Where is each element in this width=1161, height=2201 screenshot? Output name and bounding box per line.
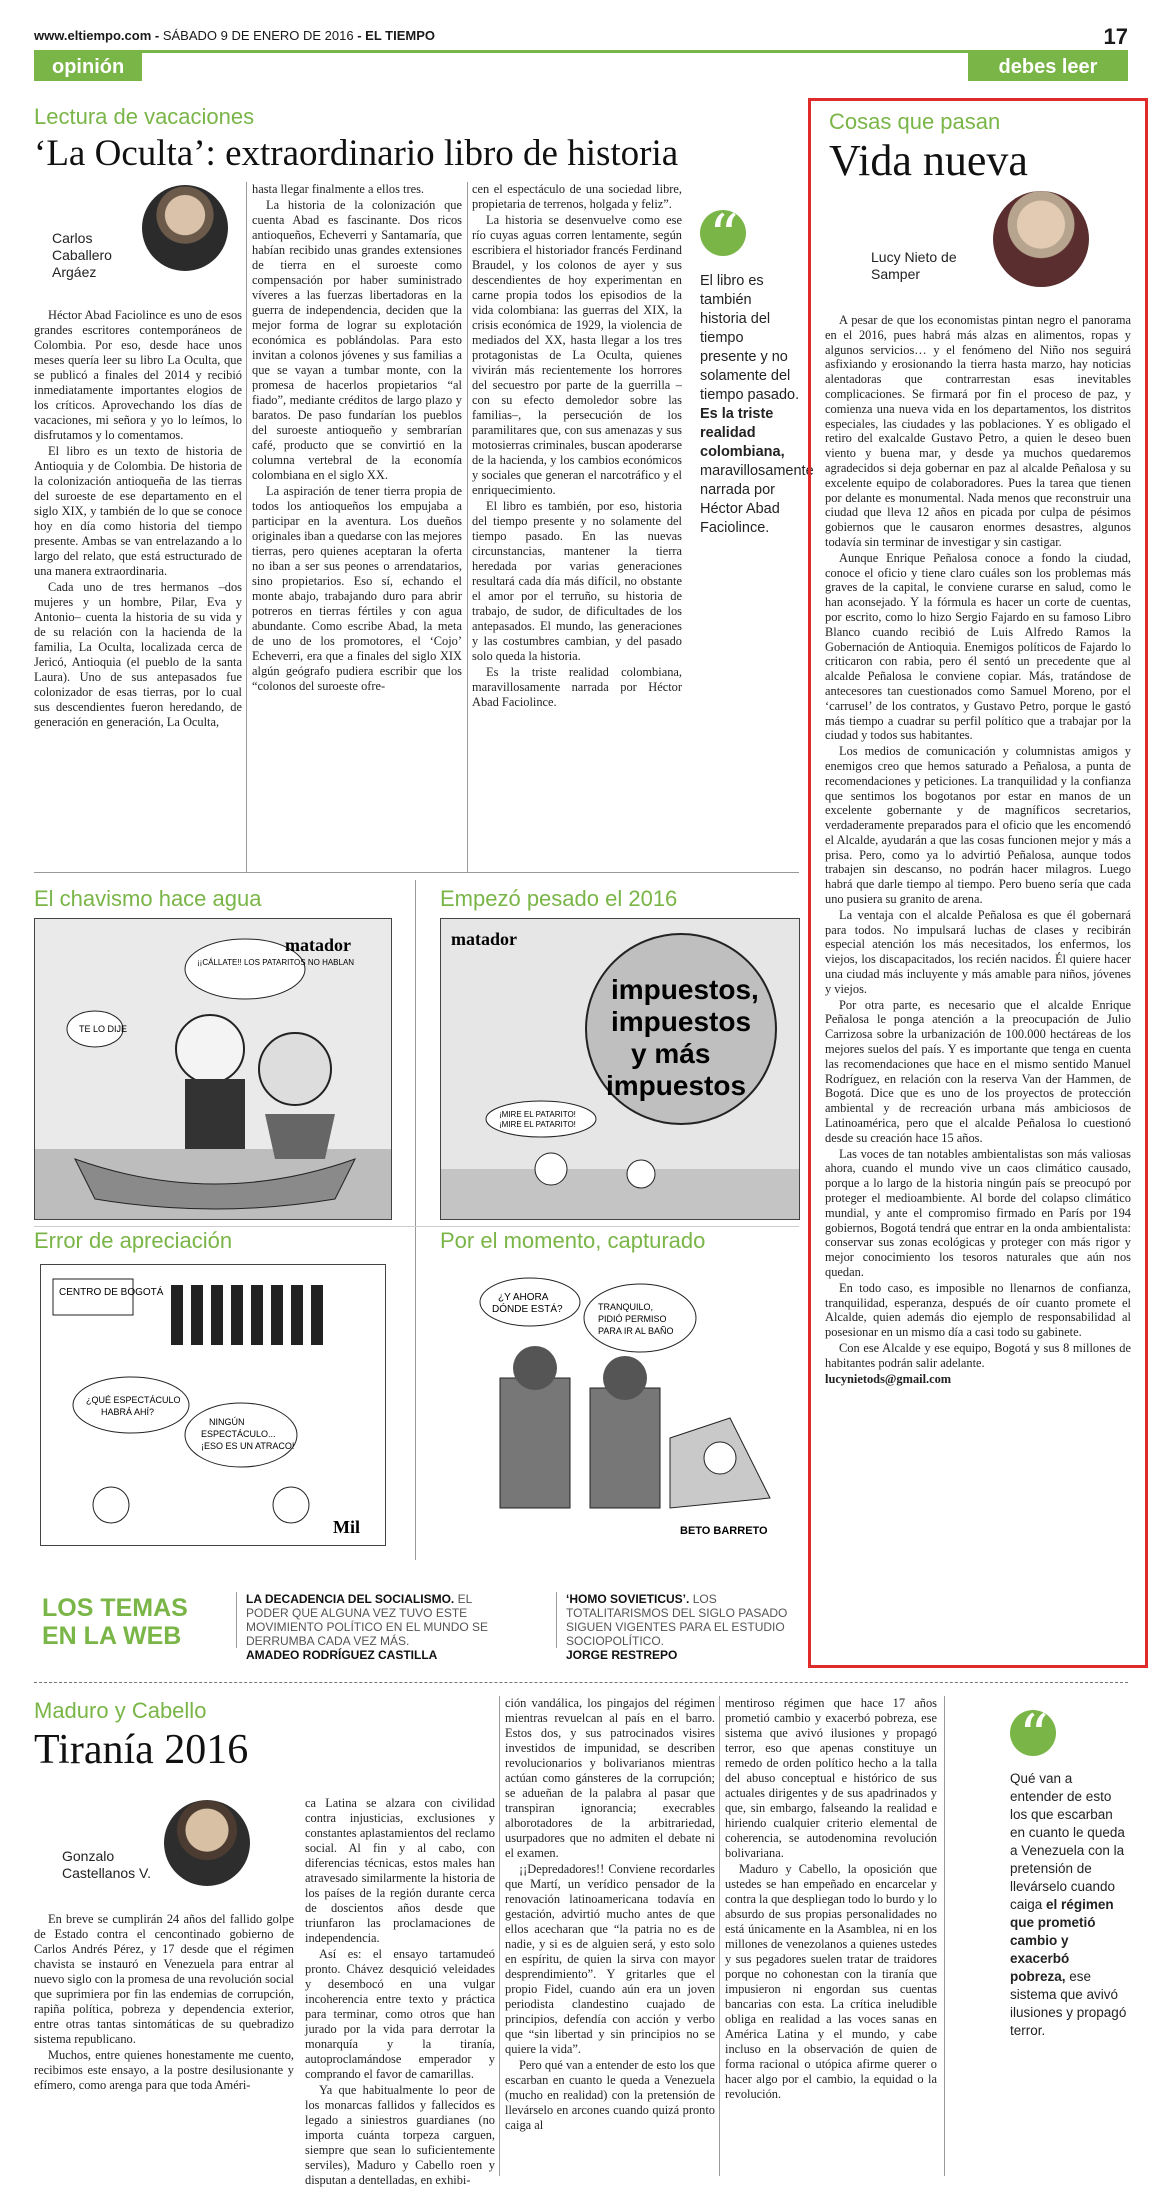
cartoon-capturado <box>470 1268 788 1544</box>
paragraph: Ya que habitualmente lo peor de los monarcas fallidos y fallecidos es legado a siniestros guardianes (no importa cuánta torpeza carguen, siempre que sean lo suficientemente serviles), Maduro y Cabello roen y disputan a dentelladas, en exhibi- <box>305 2083 495 2187</box>
paragraph: La ventaja con el alcalde Peñalosa es que él gobernará para todos. No impulsará luchas de clases y recibirán especial atención los más necesitados, los enfermos, los viejos, los discapacitados, los recién nacidos. Él quiere hacer una ciudad más incluyente y más amable para niños, jóvenes y viejos. <box>825 907 1131 996</box>
paragraph: La historia se desenvuelve como ese río cuyas aguas corren lentamente, según escribiera el historiador francés Ferdinand Braudel, y los colonos de ayer y sus descendientes de hoy experimentan en carne propia todos los episodios de la vida colombiana: las guerras del XIX, la crisis económica de 1929, la violencia de mediados del XX, hasta llegar a los tres protagonistas de La Oculta, quienes vivirán más recientemente los horrores del secuestro por parte de la guerrilla –con su efecto demoledor sobre las familias–, la persecución de los paramilitares que, con sus amenazas y sus motosierras criminales, buscan apoderarse de la hacienda, y los cambios económicos y sociales que generan el narcotráfico y el enriquecimiento. <box>472 213 682 497</box>
author-photo <box>142 185 228 271</box>
cartoon-signature: matador <box>285 935 351 955</box>
svg-text:¡MIRE EL PATARITO!: ¡MIRE EL PATARITO! <box>499 1110 576 1119</box>
paragraph: Muchos, entre quienes honestamente me cuento, recibimos este ensayo, a la postre desilusionante y efímero, como arenga para que toda Améri- <box>34 2048 294 2092</box>
svg-text:PIDIÓ PERMISO: PIDIÓ PERMISO <box>598 1314 667 1324</box>
paragraph: ¡¡Depredadores!! Conviene recordarles que Martí, un verídico pensador de la renovación latinoamericana todavía en gestación, advirtió mucho antes de que ellos acecharan que “la patria no es de nadie, y si es de alguien será, y esto solo en espíritu, de quien la sirva con mayor desprendimiento”. Y gritarles que el propio Fidel, cuando aún era un joven periodista clandestino cuajado de principios, defendía con acción y verbo que “sin libertad y sin principios no se quiere la vida”. <box>505 1862 715 2056</box>
paragraph: En todo caso, es imposible no llenarnos de confianza, tranquilidad, esperanza, después de oír cuanto promete el Alcalde, quien además dio ejemplo de responsabilidad al posesionar en un mismo día a casi todo su gabinete. <box>825 1280 1131 1340</box>
heading-line: EN LA WEB <box>42 1622 182 1650</box>
cartoon-title: Por el momento, capturado <box>440 1228 706 1253</box>
cartoon-error <box>40 1264 386 1546</box>
vida-author: Lucy Nieto de Samper <box>871 249 957 282</box>
must-read-tab: debes leer <box>968 53 1128 81</box>
article2-author: Gonzalo Castellanos V. <box>62 1848 151 1881</box>
topic-title: LA DECADENCIA DEL SOCIALISMO. <box>246 1592 455 1606</box>
article1-col2 <box>252 182 462 695</box>
masthead-line: www.eltiempo.com - SÁBADO 9 DE ENERO DE 2016 - EL TIEMPO <box>34 28 435 43</box>
article1-col1 <box>34 308 242 731</box>
page-number: 17 <box>1103 24 1128 49</box>
cartoon-signature: Mil <box>333 1517 360 1537</box>
svg-text:DÓNDE ESTÁ?: DÓNDE ESTÁ? <box>492 1304 563 1315</box>
heading-line: LOS TEMAS <box>42 1594 188 1622</box>
vida-kicker: Cosas que pasan <box>829 109 1001 134</box>
paragraph: En breve se cumplirán 24 años del fallido golpe de Estado contra el cencontinado gobierno de Carlos Andrés Pérez, y 17 desde que el régimen chavista se instauró en Venezuela para entrar al nuevo siglo con la promesa de una revolución social que suprimiera por fin las endemias de corrupción, rapiña política, pobreza y dependencia exterior, entre otras tantas sintomáticas de su quebradizo sistema republicano. <box>34 1912 294 2046</box>
web-topic-item[interactable] <box>246 1592 496 1662</box>
paragraph: Es la triste realidad colombiana, maravillosamente narrada por Héctor Abad Faciolince. <box>472 665 682 709</box>
section-bar <box>34 50 1128 80</box>
paragraph: mentiroso régimen que hace 17 años prometió cambio y exacerbó pobreza, ese sistema que avivó ilusiones y propagó terror, eso que apenas constituye un remedo de orden político hecho a la talla del abuso conceptual e histórico de sus actuales dirigentes y de sus apadrinados y que, sin embargo, falseando la realidad e hiriendo cualquier criterio elemental de coherencia, se autodenomina revolución bolivariana. <box>725 1696 937 1860</box>
article1-headline: ‘La Oculta’: extraordinario libro de historia <box>34 133 679 174</box>
article2-kicker: Maduro y Cabello <box>34 1698 207 1723</box>
svg-text:TRANQUILO,: TRANQUILO, <box>598 1302 654 1312</box>
quote-plain: Qué van a entender de esto los que escarban en cuanto le queda a Venezuela con la pretensión de llevárselo cuando caiga <box>1010 1771 1125 1912</box>
paragraph: Con ese Alcalde y ese equipo, Bogotá y sus 8 millones de habitantes podrán salir adelante. <box>825 1340 1131 1370</box>
paragraph: Maduro y Cabello, la oposición que ustedes se han empeñado en encarcelar y contra la que despliegan todo lo burdo y lo absurdo de sus propias personalidades no está únicamente en la Asamblea, ni en los millones de venezolanos a quienes ustedes y sus pegadores suelen tratar de traidores porque no cohonestan con la tiranía que impusieron ni engordan sus cuentas bancarias con esta. La crítica ineludible obliga en realidad a las voces sanas en América Latina y el mundo, y cabe incluso en la observación de quien de forma racional o utópica afirme querer o hacer algo por el cambio, la equidad o la revolución. <box>725 1862 937 2101</box>
paragraph: Las voces de tan notables ambientalistas son más valiosas ahora, cuando el mundo vive un caos climático causado, porque a lo largo de la historia ningún país se preocupó por proteger el medioambiente. Al borde del colapso climático mundial, y ante el compromiso firmado en París por 194 gobiernos, Bogotá tendrá que entrar en la onda ambientalista: conservar sus zonas ecológicas y proteger con más rigor y mejor conocimiento los tesoros naturales que aún nos quedan. <box>825 1146 1131 1279</box>
svg-text:¿QUÉ ESPECTÁCULO: ¿QUÉ ESPECTÁCULO <box>86 1395 181 1405</box>
quote-end: maravillosamente narrada por Héctor Abad Faciolince. <box>700 463 814 536</box>
divider <box>246 182 247 872</box>
vida-headline: Vida nueva <box>829 136 1028 185</box>
cartoon-title: El chavismo hace agua <box>34 886 262 911</box>
web-topics-heading <box>42 1594 188 1650</box>
paragraph: Los medios de comunicación y columnistas amigos y enemigos creo que hemos saturado a Peñalosa, a punta de recomendaciones y peticiones. La tranquilidad y la confianza que sentimos los bogotanos por estar en manos de un excelente gobernante y de magníficos secretarios, verdaderamente preparados para el oficio que les encomendó el Alcalde, ayudarán a que las cosas funcionen mejor y más a prisa. Pero, como ya lo advirtió Peñalosa, aunque todos trabajen sin descanso, no podrán hacer milagros. Luego habrá que darle tiempo al tiempo. Pero bueno sería que cada uno pusiera su granito de arena. <box>825 744 1131 907</box>
cartoon-signature: matador <box>451 929 517 949</box>
svg-text:¡MIRE EL PATARITO!: ¡MIRE EL PATARITO! <box>499 1120 576 1129</box>
quote-end: ese sistema que avivó ilusiones y propagó terror. <box>1010 1969 1127 2038</box>
divider <box>34 1226 799 1227</box>
divider <box>719 1696 720 2176</box>
site-name[interactable]: www.eltiempo.com <box>34 28 152 43</box>
article2-col3 <box>505 1696 715 2134</box>
bubble-text: TE LO DIJE <box>79 1024 128 1034</box>
svg-text:NINGÚN: NINGÚN <box>209 1417 245 1427</box>
divider <box>236 1592 237 1648</box>
paragraph: Cada uno de tres hermanos –dos mujeres y un hombre, Pilar, Eva y Antonio– cuenta la historia de su vida y de su relación con la hacienda de la familia, La Oculta, localizada cerca de Jericó, Antioquia (el pueblo de la santa Laura). Uno de sus antepasados fue colonizador de esas tierras, por lo cual sus descendientes fueron heredando, de generación en generación, La Oculta, <box>34 580 242 729</box>
article2-col4 <box>725 1696 937 2103</box>
cartoon-drawing <box>441 919 800 1220</box>
author-photo <box>993 191 1089 287</box>
quote-mark-icon <box>700 210 746 256</box>
divider <box>944 1696 945 2176</box>
topic-text: LOS TOTALITARISMOS DEL SIGLO PASADO SIGUEN VIGENTES PARA EL ESTUDIO SOCIOPOLÍTICO. <box>566 1592 788 1648</box>
pull-quote-text <box>1010 1770 1128 2040</box>
paragraph: Pero qué van a entender de esto los que escarban en cuanto le queda a Venezuela (mucho en realidad) con la pretensión de llevárselo en arcones cuando quizá pronto caiga al <box>505 2058 715 2132</box>
paragraph: Por otra parte, es necesario que el alcalde Enrique Peñalosa le ponga atención a la preocupación de Julio Carrizosa sobre la urbanización de 100.000 hectáreas de los mejores suelos del país. Y es importante que tenga en cuenta las recomendaciones que hace en el mismo sentido Manuel Rodríguez, en relación con la reserva Van der Hammen, de Bogotá. Dice que es uno de los proyectos de protección ambiental y de recreación urbana más ambiciosos de Latinoamérica, pero que el alcalde Peñalosa lo cuestionó desde su creación hace 15 años. <box>825 997 1131 1145</box>
paragraph: El libro es un texto de historia de Antioquia y de Colombia. De historia de la colonización antioqueña de las tierras del suroeste de ese departamento en el siglo XIX, y también de lo que se conoce hoy en día como historia del tiempo presente. Ambas se van entrelazando a lo largo del relato, que está estructurado de una manera extraordinaria. <box>34 444 242 578</box>
paragraph: El libro es también, por eso, historia del tiempo presente y no solamente del tiempo pasado. En las nuevas circunstancias, mantener la tierra heredada por varias generaciones resultará cada día más difícil, no obstante el amor por el terruño, su historia de trabajo, de sudor, de dificultades de los antepasados. El mundo, las generaciones y las costumbres cambian, y del pasado solo queda la historia. <box>472 499 682 663</box>
web-topics <box>34 1588 804 1662</box>
paragraph: La aspiración de tener tierra propia de todos los antioqueños los empujaba a participar en la aventura. Los dueños originales iban a quedarse con las mejores tierras, pero quienes aceptaran la oferta no iban a ser sus peones o arrendatarios, sino propietarios. Eso sí, echando el monte abajo, trabajando duro para abrir potreros en tierras fértiles y con agua abundante. Como escribe Abad, la meta de uno de los promotores, el ‘Cojo’ Echeverri, era que a finales del siglo XIX algún geógrafo pudiera escribir que los “colonos del suroeste ofre- <box>252 484 462 693</box>
paragraph: Héctor Abad Faciolince es uno de esos grandes escritores contemporáneos de Colombia. Por eso, desde hace unos meses quería leer su libro La Oculta, que se publicó a finales del 2014 y recibió inmediatamente importantes elogios de los críticos. Aprovechando los días de vacaciones, mi señora y yo lo leímos, lo disfrutamos y lo comentamos. <box>34 308 242 442</box>
article2-headline: Tiranía 2016 <box>34 1727 249 1773</box>
article2-col1 <box>34 1912 294 2094</box>
article1-author: Carlos Caballero Argáez <box>52 230 112 280</box>
article1-kicker: Lectura de vacaciones <box>34 104 255 129</box>
pull-quote-text <box>700 272 814 538</box>
section-tab: opinión <box>34 53 142 81</box>
article1-col3 <box>472 182 682 711</box>
divider <box>499 1696 500 2176</box>
paragraph: Aunque Enrique Peñalosa conoce a fondo la ciudad, conoce el oficio y tiene claro cuáles son los problemas más graves de la capital, le conviene curarse en salud, como le han aconsejado. Y la fórmula es hacer un corte de cuentas, por escrito, como lo hizo Sergio Fajardo en su famoso Libro Blanco cuando recibió de Luis Alfredo Ramos la Gobernación de Antioquia. Enemigos políticos de Fajardo lo criticaron con rabia, pero él sentó un precedente que al alcalde Peñalosa le conviene copiar. Más, tratándose de antecesores tan cuestionados como Samuel Moreno, por el ‘carrusel’ de los contratos, y Gustavo Petro, porque le gastó más tiempo a cuadrar su perfil político que a trabajar por la ciudad y todos sus habitantes. <box>825 550 1131 743</box>
divider <box>415 880 416 1560</box>
quote-bold: Es la triste realidad colombiana, <box>700 406 785 460</box>
divider <box>34 872 799 873</box>
paragraph: cen el espectáculo de una sociedad libre, propietaria de terrenos, holgada y feliz”. <box>472 182 682 211</box>
quote-mark-icon <box>1010 1710 1056 1756</box>
paragraph: Así es: el ensayo tartamudeó pronto. Chávez desquició veleidades y desembocó en una vulgar incoherencia entre texto y práctica para terminar, como otros que han jurado por la vida para derrotar la monarquía y la tiranía, autoproclamándose emperador y comprando el favor de camarillas. <box>305 1947 495 2081</box>
cartoon-title: Error de apreciación <box>34 1228 233 1253</box>
paragraph: ción vandálica, los pingajos del régimen mientras revuelcan al país en el barro. Estos dos, y sus patrocinados visires investidos de impunidad, se describen revolucionarios y bolivarianos mientras actúan como gánsteres de la corrupción; se adueñan de la palabra al pasar que transpiran ignorancia; execrables alborotadores de la arbitrariedad, usurpadores que no admiten el debate ni el examen. <box>505 1696 715 1860</box>
cartoon-impuestos <box>440 918 800 1220</box>
topic-author: JORGE RESTREPO <box>566 1648 678 1662</box>
topic-text: EL PODER QUE ALGUNA VEZ TUVO ESTE MOVIMIENTO POLÍTICO EN EL MUNDO SE DERRUMBA CADA VEZ MÁS. <box>246 1592 489 1648</box>
cartoon-title: Empezó pesado el 2016 <box>440 886 678 911</box>
cartoon-chavismo <box>34 918 392 1220</box>
bubble-text: ¡¡CÁLLATE!! LOS PATARITOS NO HABLAN <box>197 958 355 967</box>
article2-col2 <box>305 1796 495 2189</box>
divider <box>556 1592 557 1648</box>
featured-column-box <box>808 98 1148 1668</box>
paragraph: hasta llegar finalmente a ellos tres. <box>252 182 425 196</box>
masthead <box>34 26 1128 48</box>
svg-text:¿Y AHORA: ¿Y AHORA <box>498 1292 549 1303</box>
cartoon-drawing <box>41 1265 386 1546</box>
quote-plain: El libro es también historia del tiempo presente y no solamente del tiempo pasado. <box>700 273 800 403</box>
sign-text: CENTRO DE BOGOTÁ <box>59 1287 164 1298</box>
cartoon-signature: BETO BARRETO <box>680 1525 768 1537</box>
paragraph: A pesar de que los economistas pintan negro el panorama en el 2016, pues habrá más alzas en alimentos, ropas y algunos servicios… y el fenómeno del Niño nos seguirá asfixiando y erosionando la tierra hasta marzo, hay noticias alentadoras que contrarrestan esas inevitables complicaciones. Se firmará por fin el proceso de paz, y comienza una nueva vida en los departamentos, los distritos especiales, las ciudades y las poblaciones. Y es obligado el retiro del exalcalde Gustavo Petro, a quien le deseo buen viento y buena mar, y desde ya muchos quedaremos agradecidos si deja gobernar en paz al alcalde Peñalosa y su excelente equipo de colaboradores. Pues la tarea que tienen por delante es monumental. Nada menos que reconstruir una ciudad que lleva 12 años en picada por culpa de pésimos gobiernos que le causaron enormes desastres, algunos todavía sin terminar de investigar y sin castigar. <box>825 313 1131 549</box>
topic-author: AMADEO RODRÍGUEZ CASTILLA <box>246 1648 438 1662</box>
divider <box>34 1682 1128 1683</box>
pull-quote <box>1010 1710 1128 2040</box>
paragraph: ca Latina se alzara con civilidad contra injusticias, exclusiones y constantes aplastamientos del reclamo social. Al fin y al cabo, con diferencias técnicas, estos males han atravesado similarmente la historia de los países de la región durante cerca de doscientos años desde que triunfaron las proclamaciones de independencia. <box>305 1796 495 1945</box>
quote-bold: el régimen que prometió cambio y exacerbó pobreza, <box>1010 1897 1114 1984</box>
svg-text:PARA IR AL BAÑO: PARA IR AL BAÑO <box>598 1326 674 1336</box>
svg-text:impuestos: impuestos <box>611 1006 752 1037</box>
boulder-text: impuestos, <box>611 974 759 1005</box>
svg-text:impuestos: impuestos <box>606 1070 747 1101</box>
issue-date: SÁBADO 9 DE ENERO DE 2016 <box>162 28 354 43</box>
vida-body <box>825 313 1131 1387</box>
topic-title: ‘HOMO SOVIETICUS’. <box>566 1592 690 1606</box>
svg-text:HABRÁ AHÍ?: HABRÁ AHÍ? <box>101 1407 155 1417</box>
svg-text:y más: y más <box>631 1038 711 1069</box>
svg-text:ESPECTÁCULO...: ESPECTÁCULO... <box>201 1429 276 1439</box>
author-email[interactable]: lucynietods@gmail.com <box>825 1371 952 1386</box>
svg-text:¡ESO ES UN ATRACO!: ¡ESO ES UN ATRACO! <box>201 1441 295 1451</box>
web-topic-item[interactable] <box>566 1592 798 1662</box>
cartoon-drawing <box>35 919 392 1220</box>
paragraph: La historia de la colonización que cuenta Abad es fascinante. Dos ricos antioqueños, Echeverri y Santamaría, que habían recibido unas grandes extensiones de tierra en el suroeste como compensación por haber suministrado víveres a las fuerzas libertadoras en la guerra de independencia, deciden que la mejor forma de lograr su explotación económica es poblándolas. Para esto invitan a colonos jóvenes y sus familias a que se vayan a tumbar monte, con la promesa de hacerlos propietarios “al fiado”, mediante créditos de largo plazo y baratos. De paso fundarían los pueblos del suroeste antioqueño y sembrarían café, producto que se convirtió en la columna vertebral de la economía colombiana en el siglo XX. <box>252 198 462 482</box>
divider <box>467 182 468 872</box>
paper-name: EL TIEMPO <box>365 28 435 43</box>
author-photo <box>164 1800 250 1886</box>
pull-quote <box>700 210 814 538</box>
cartoon-drawing <box>470 1268 788 1544</box>
